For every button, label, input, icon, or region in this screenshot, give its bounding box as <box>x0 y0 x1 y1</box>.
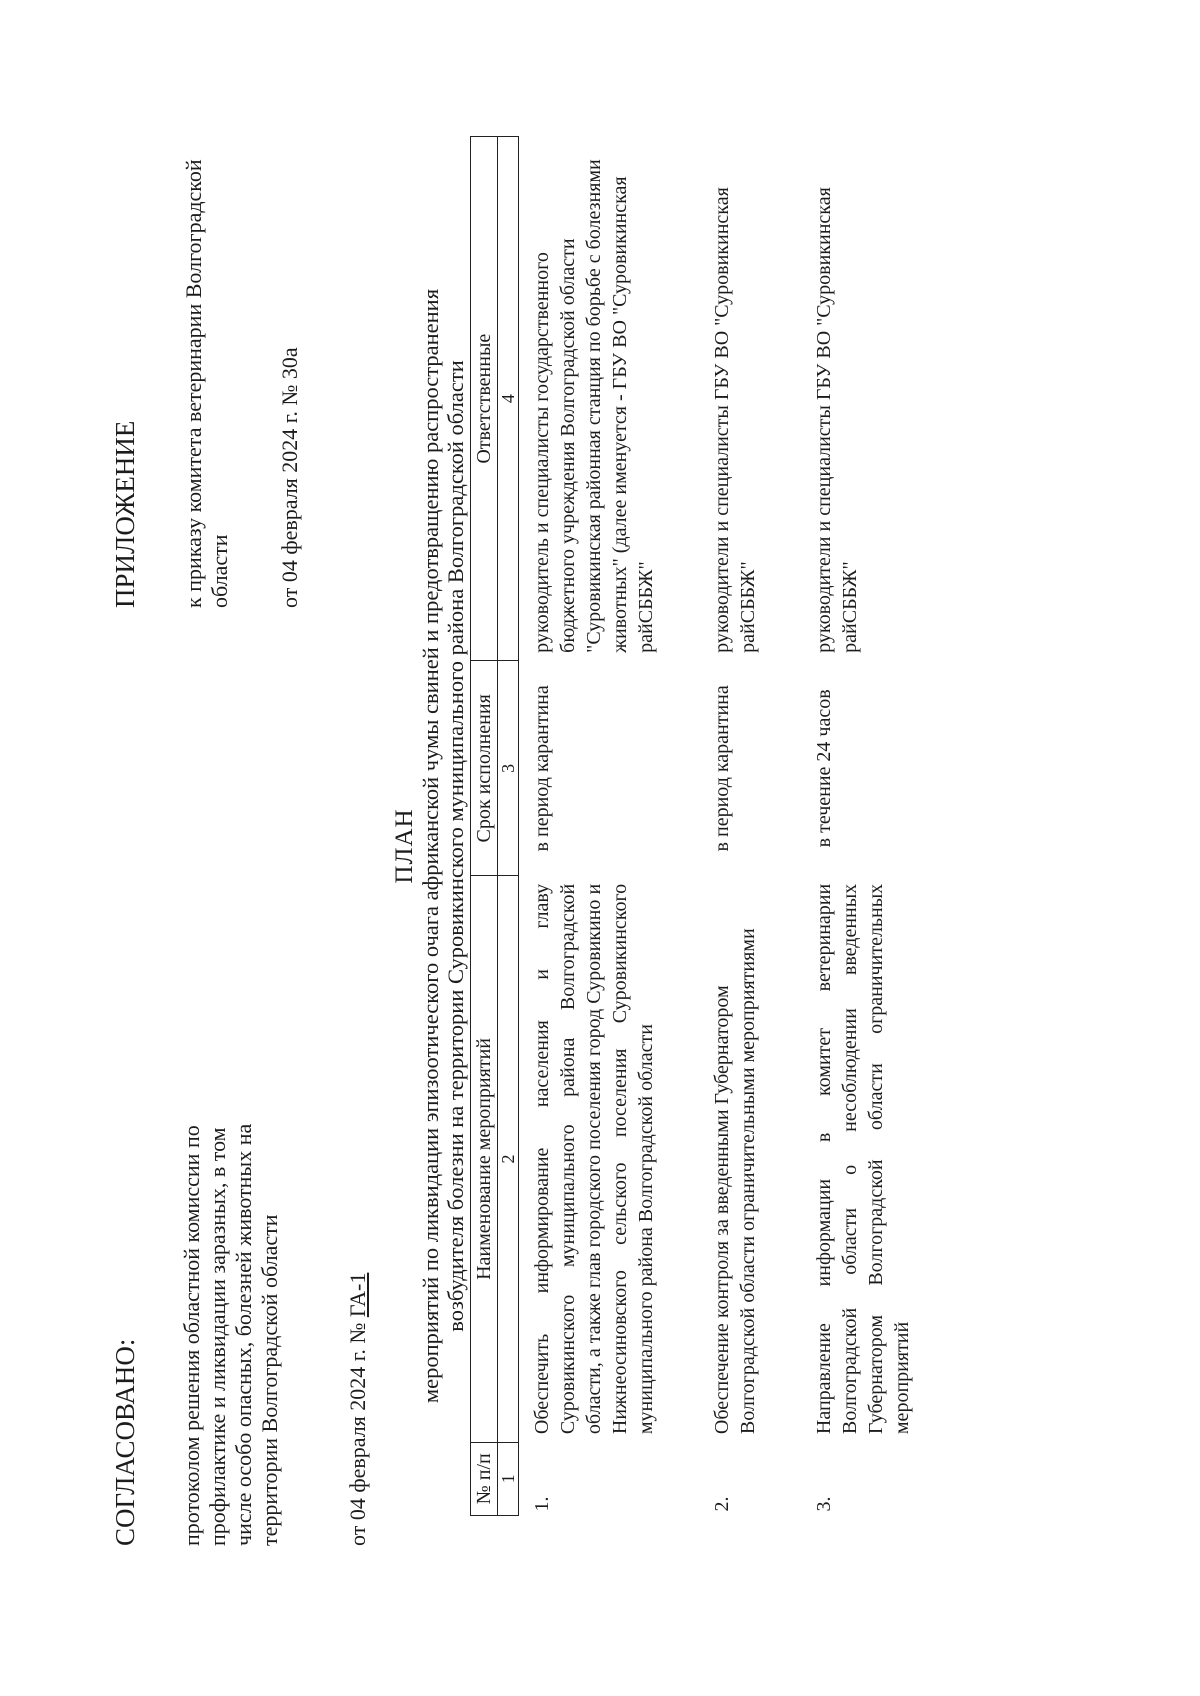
header-deadline: Срок исполнения <box>471 661 498 876</box>
row-action: Направление информации в комитет ветеринарии Волгоградской области о несоблюдении введенных Губернатором Волгоградской области ограничительных мероприятий <box>813 883 913 1435</box>
approval-block <box>110 1076 371 1546</box>
appendix-text: к приказу комитета ветеринарии Волгоградской области <box>181 159 232 608</box>
plan-table <box>470 136 955 1516</box>
approval-number: ГА-1 <box>345 1272 370 1318</box>
header-number: № п/п <box>471 1442 498 1515</box>
row-number: 2. <box>711 1496 733 1512</box>
table-row <box>801 137 955 1516</box>
row-action: Обеспечить информирование населения и главу Суровикинского муниципального района Волгоградской области, а также глав городского поселения город Суровикино и Нижнеосиновского сельского поселения Суровикинского муниципального района Волгоградской области <box>531 883 657 1435</box>
table-header-row <box>471 137 498 1516</box>
row-deadline: в течение 24 часов <box>813 689 835 848</box>
table-column-number-row <box>498 137 519 1516</box>
appendix-heading: ПРИЛОЖЕНИЕ <box>110 420 140 608</box>
plan-subtitle-line2: возбудителя болезни на территории Суровикинского муниципального района Волгоградской области <box>443 360 468 1332</box>
row-responsible: руководитель и специалисты государственного бюджетного учреждения Волгоградской области "Суровикинская районная станция по борьбе с болезнями животных" (далее именуется - ГБУ ВО "Суровикинская райСББЖ" <box>531 159 657 653</box>
column-number: 1 <box>498 1442 519 1515</box>
row-number: 3. <box>813 1496 835 1512</box>
column-number: 3 <box>498 661 519 876</box>
row-action: Обеспечение контроля за введенными Губернатором Волгоградской области ограничительными мероприятиями <box>711 928 759 1435</box>
approval-date <box>345 1076 371 1546</box>
table-row <box>699 137 801 1516</box>
plan-title: ПЛАН <box>391 808 418 884</box>
header-action: Наименование мероприятий <box>471 876 498 1442</box>
plan-subtitle-line1: мероприятий по ликвидации эпизоотического очага африканской чумы свиней и предотвращению распространения <box>418 288 443 1404</box>
approval-heading: СОГЛАСОВАНО: <box>110 1338 140 1546</box>
row-number: 1. <box>531 1496 553 1512</box>
approval-date-prefix: от 04 февраля 2024 г. № <box>345 1322 370 1546</box>
row-deadline: в период карантина <box>711 685 733 852</box>
header-responsible: Ответственные <box>471 137 498 661</box>
column-number: 4 <box>498 137 519 661</box>
plan-title-block <box>392 126 468 1566</box>
row-deadline: в период карантина <box>531 685 553 852</box>
appendix-date: от 04 февраля 2024 г. № 30а <box>277 347 302 608</box>
appendix-block <box>110 88 303 608</box>
column-number: 2 <box>498 876 519 1442</box>
row-responsible: руководители и специалисты ГБУ ВО "Суровикинская райСББЖ" <box>711 187 759 653</box>
row-responsible: руководители и специалисты ГБУ ВО "Суровикинская райСББЖ" <box>813 187 861 653</box>
approval-text: протоколом решения областной комиссии по профилактике и ликвидации заразных, в том числе особо опасных, болезней животных на территории Волгоградской области <box>179 1123 282 1546</box>
table-row <box>519 137 700 1516</box>
